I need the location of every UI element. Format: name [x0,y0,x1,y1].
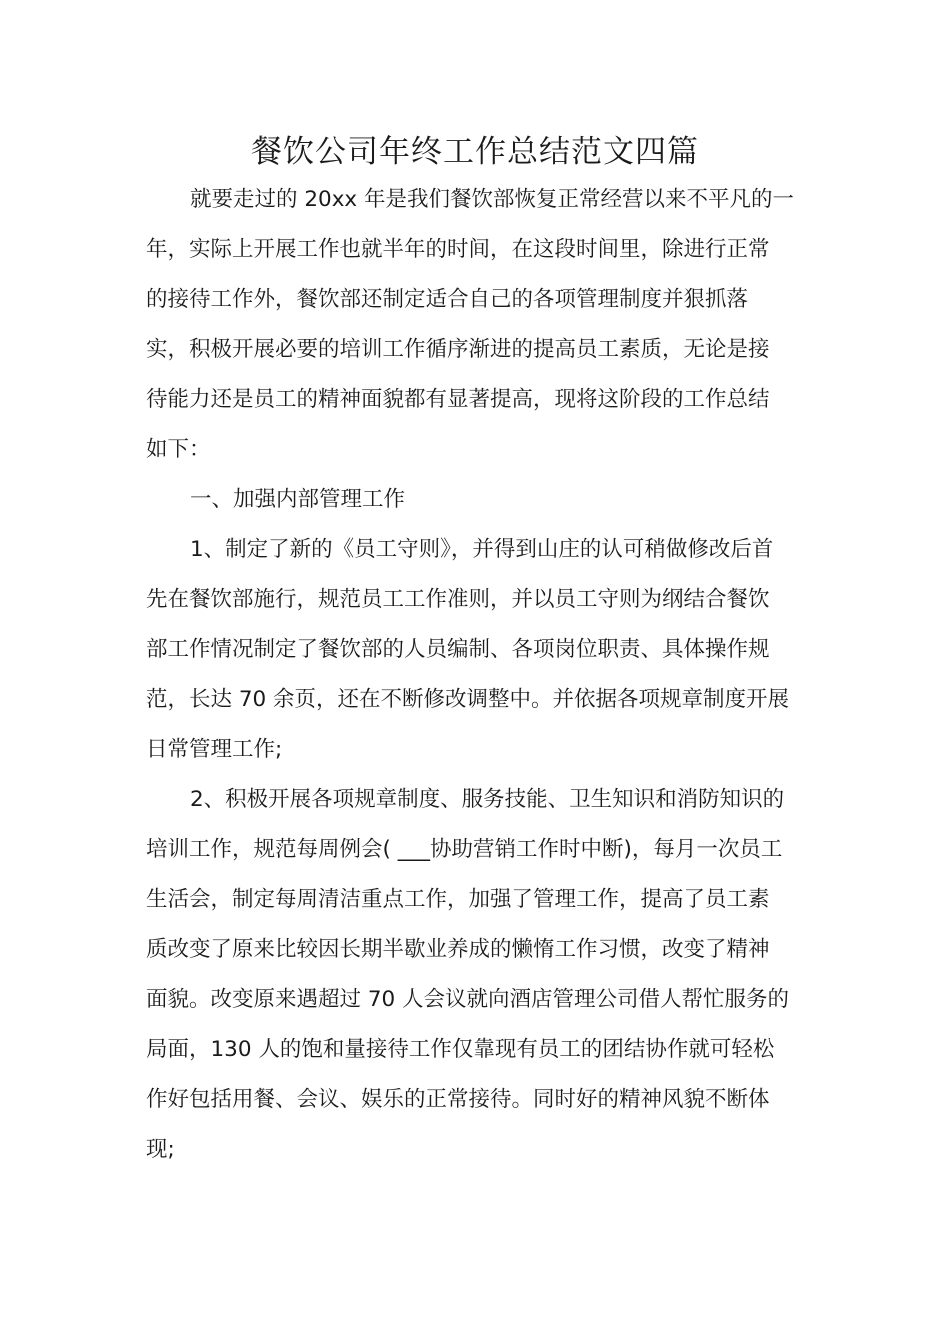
paragraph-line: 如下： [146,437,211,462]
paragraph-line: 就要走过的 20xx 年是我们餐饮部恢复正常经营以来不平凡的一 [190,187,794,212]
paragraph-line: 局面，130 人的饱和量接待工作仅靠现有员工的团结协作就可轻松 [146,1037,775,1062]
paragraph-line: 2、积极开展各项规章制度、服务技能、卫生知识和消防知识的 [190,787,785,812]
paragraph-line: 生活会，制定每周清洁重点工作，加强了管理工作，提高了员工素 [146,887,770,912]
document-title: 餐饮公司年终工作总结范文四篇 [251,134,699,170]
paragraph-line: 先在餐饮部施行，规范员工工作准则，并以员工守则为纲结合餐饮 [146,587,770,612]
paragraph-line: 质改变了原来比较因长期半歇业养成的懒惰工作习惯，改变了精神 [146,937,770,962]
paragraph-line: 待能力还是员工的精神面貌都有显著提高，现将这阶段的工作总结 [146,387,770,412]
section-heading: 一、加强内部管理工作 [190,487,406,512]
paragraph-line: 范，长达 70 余页，还在不断修改调整中。并依据各项规章制度开展 [146,687,790,712]
paragraph-line: 日常管理工作; [146,737,283,762]
paragraph-line: 年，实际上开展工作也就半年的时间，在这段时间里，除进行正常 [146,237,770,262]
paragraph-line: 1、制定了新的《员工守则》，并得到山庄的认可稍做修改后首 [190,537,774,562]
paragraph-line: 的接待工作外，餐饮部还制定适合自己的各项管理制度并狠抓落 [146,287,749,312]
paragraph-line: 作好包括用餐、会议、娱乐的正常接待。同时好的精神风貌不断体 [146,1087,770,1112]
paragraph-line: 培训工作，规范每周例会( ___协助营销工作时中断)，每月一次员工 [146,837,783,862]
paragraph-line: 面貌。改变原来遇超过 70 人会议就向酒店管理公司借人帮忙服务的 [146,987,790,1012]
paragraph-line: 实，积极开展必要的培训工作循序渐进的提高员工素质，无论是接 [146,337,770,362]
paragraph-line: 现; [146,1137,175,1162]
paragraph-line: 部工作情况制定了餐饮部的人员编制、各项岗位职责、具体操作规 [146,637,770,662]
